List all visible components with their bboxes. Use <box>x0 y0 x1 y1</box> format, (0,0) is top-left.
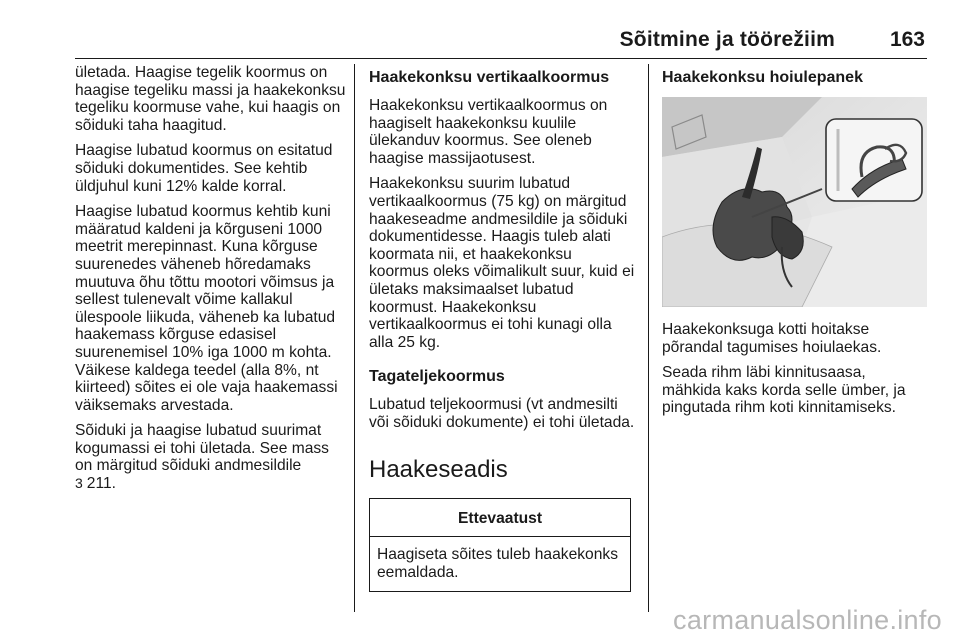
towbar-storage-illustration <box>662 97 927 307</box>
paragraph: Haakekonksuga kotti hoitakse põrandal tagumises hoiulaekas. <box>662 321 882 356</box>
page-header <box>75 22 927 59</box>
column-right <box>662 64 927 425</box>
paragraph: Haagise lubatud koormus kehtib kuni määratud kaldeni ja kõrguseni 1000 meetrit merepinnast. Kuna kõrguse suurenedes väheneb hõredamaks muutuva õhu tõttu mootori võimsus ja sellest tulenevalt võime kallakul ülespoole liikuda, väheneb ka lubatud haakemass kõrguse edasisel suurenemisel 10% iga 1000 m kohta. Väikese kaldega teedel (alla 8%, nt kiirteed) sõites ei ole vaja haakemassi väiksemaks arvestada. <box>75 203 338 414</box>
section-heading: Tagateljekoormus <box>369 368 505 386</box>
paragraph: Lubatud teljekoormusi (vt andmesilti või sõiduki dokumente) ei tohi ületada. <box>369 396 635 431</box>
paragraph <box>75 422 347 492</box>
paragraph: Haakekonksu suurim lubatud vertikaalkoormus (75 kg) on märgitud haakeseadme andmesildile ja sõiduki dokumentidesse. Haagis tuleb alati koormata nii, et haakekonksu koormus oleks võimalikult suur, kuid ei ületaks maksimaalset lubatud koormust. Haakekonksu vertikaalkoormus ei tohi kunagi olla alla 25 kg. <box>369 175 635 351</box>
watermark: carmanualsonline.info <box>673 605 942 635</box>
paragraph: Haagise lubatud koormus on esitatud sõiduki dokumentides. See kehtib üldjuhul kuni 12% kalde korral. <box>75 142 333 195</box>
section-heading: Haakekonksu vertikaalkoormus <box>369 69 610 86</box>
column-divider <box>648 64 649 612</box>
chapter-heading: Haakeseadis <box>369 455 508 483</box>
caution-text: Haagiseta sõites tuleb haakekonks eemaldada. <box>377 546 618 581</box>
paragraph: ületada. Haagise tegelik koormus on haagise tegeliku massi ja haakekonksu tegeliku koormuse vahe, kui haagis on sõiduki taha haagitud. <box>75 64 346 134</box>
column-left <box>75 64 347 501</box>
caution-box <box>369 498 631 593</box>
page-reference-icon: 3 <box>75 475 83 492</box>
page-reference-link[interactable]: 211. <box>86 475 116 493</box>
section-heading: Haakekonksu hoiulepanek <box>662 69 863 86</box>
caution-title: Ettevaatust <box>370 499 630 538</box>
paragraph: Haakekonksu vertikaalkoormus on haagiselt haakekonksu kuulile ülekanduv koormus. See oleneb haagise massijaotusest. <box>369 97 608 167</box>
column-divider <box>354 64 355 612</box>
column-middle <box>369 64 635 592</box>
paragraph-text: Sõiduki ja haagise lubatud suurimat kogumassi ei tohi ületada. See mass on märgitud sõiduki andmesildile <box>75 422 329 475</box>
page-title: Sõitmine ja töörežiim <box>619 28 835 51</box>
paragraph: Seada rihm läbi kinnitusaasa, mähkida kaks korda selle ümber, ja pingutada rihm koti kinnitamiseks. <box>662 364 906 417</box>
page-number: 163 <box>889 28 925 51</box>
